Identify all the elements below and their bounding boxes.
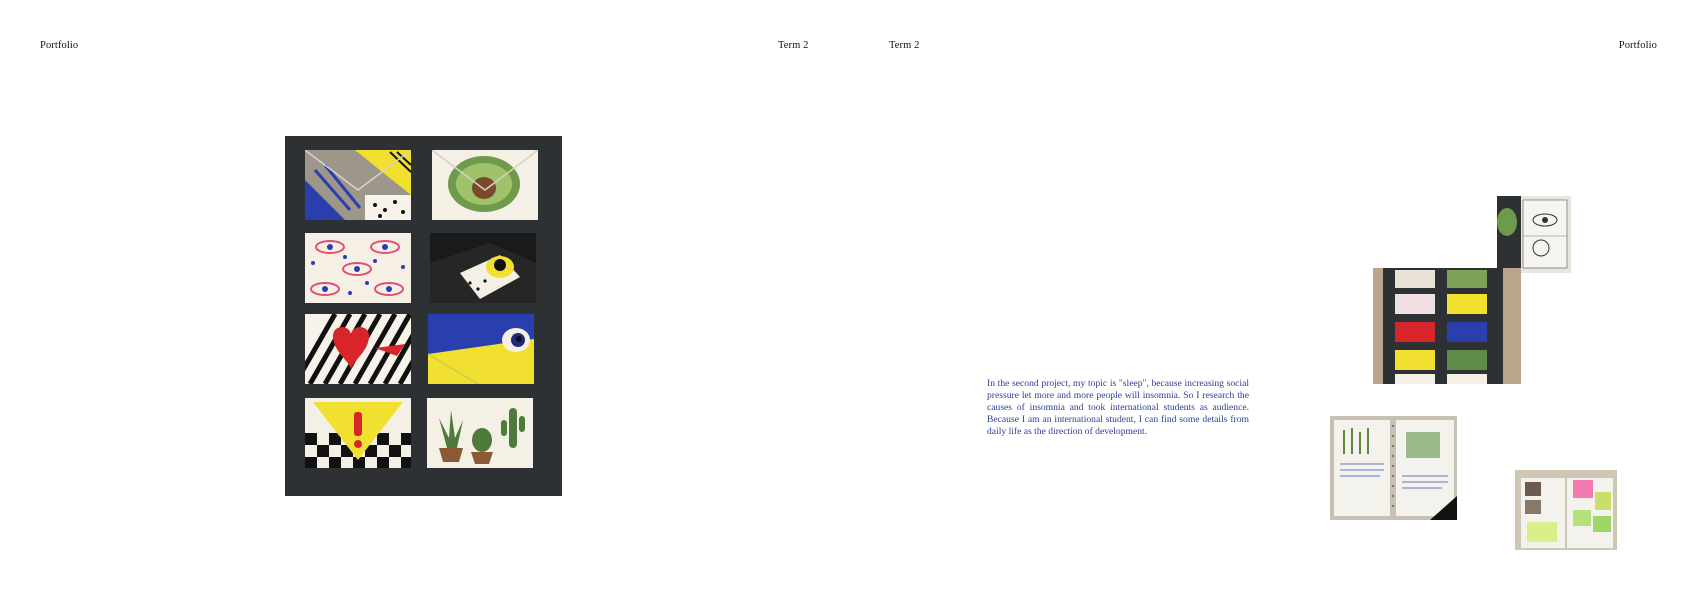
project-description: In the second project, my topic is "sleep", because increasing social pressure let more and more people will insomnia. So I research the causes of insomnia and took international students as audience. Because I am an international student, I can find some details from daily life as the direction of development.	[987, 378, 1249, 437]
header-portfolio-label: Portfolio	[40, 40, 79, 51]
collage-artwork	[285, 136, 562, 496]
cactus-pots-icon	[427, 398, 533, 468]
sketchbook-thumbnail-icon	[1497, 196, 1571, 273]
sticky-notes-notebook-icon	[1515, 470, 1617, 550]
eye-pattern-icon	[305, 233, 411, 303]
header-term-label: Term 2	[889, 40, 920, 51]
left-page	[0, 0, 848, 600]
exclamation-triangle-icon	[305, 398, 411, 468]
avocado-icon	[432, 150, 538, 220]
artwork-photo-icon	[1373, 268, 1521, 384]
abstract-triangle-pattern-icon	[305, 150, 411, 220]
header-portfolio-label: Portfolio	[1618, 40, 1657, 51]
blue-eye-icon	[428, 314, 534, 384]
heart-stripes-icon	[305, 314, 411, 384]
header-term-label: Term 2	[778, 40, 809, 51]
yellow-eye-icon	[430, 233, 536, 303]
notebook-research-icon	[1330, 416, 1457, 520]
